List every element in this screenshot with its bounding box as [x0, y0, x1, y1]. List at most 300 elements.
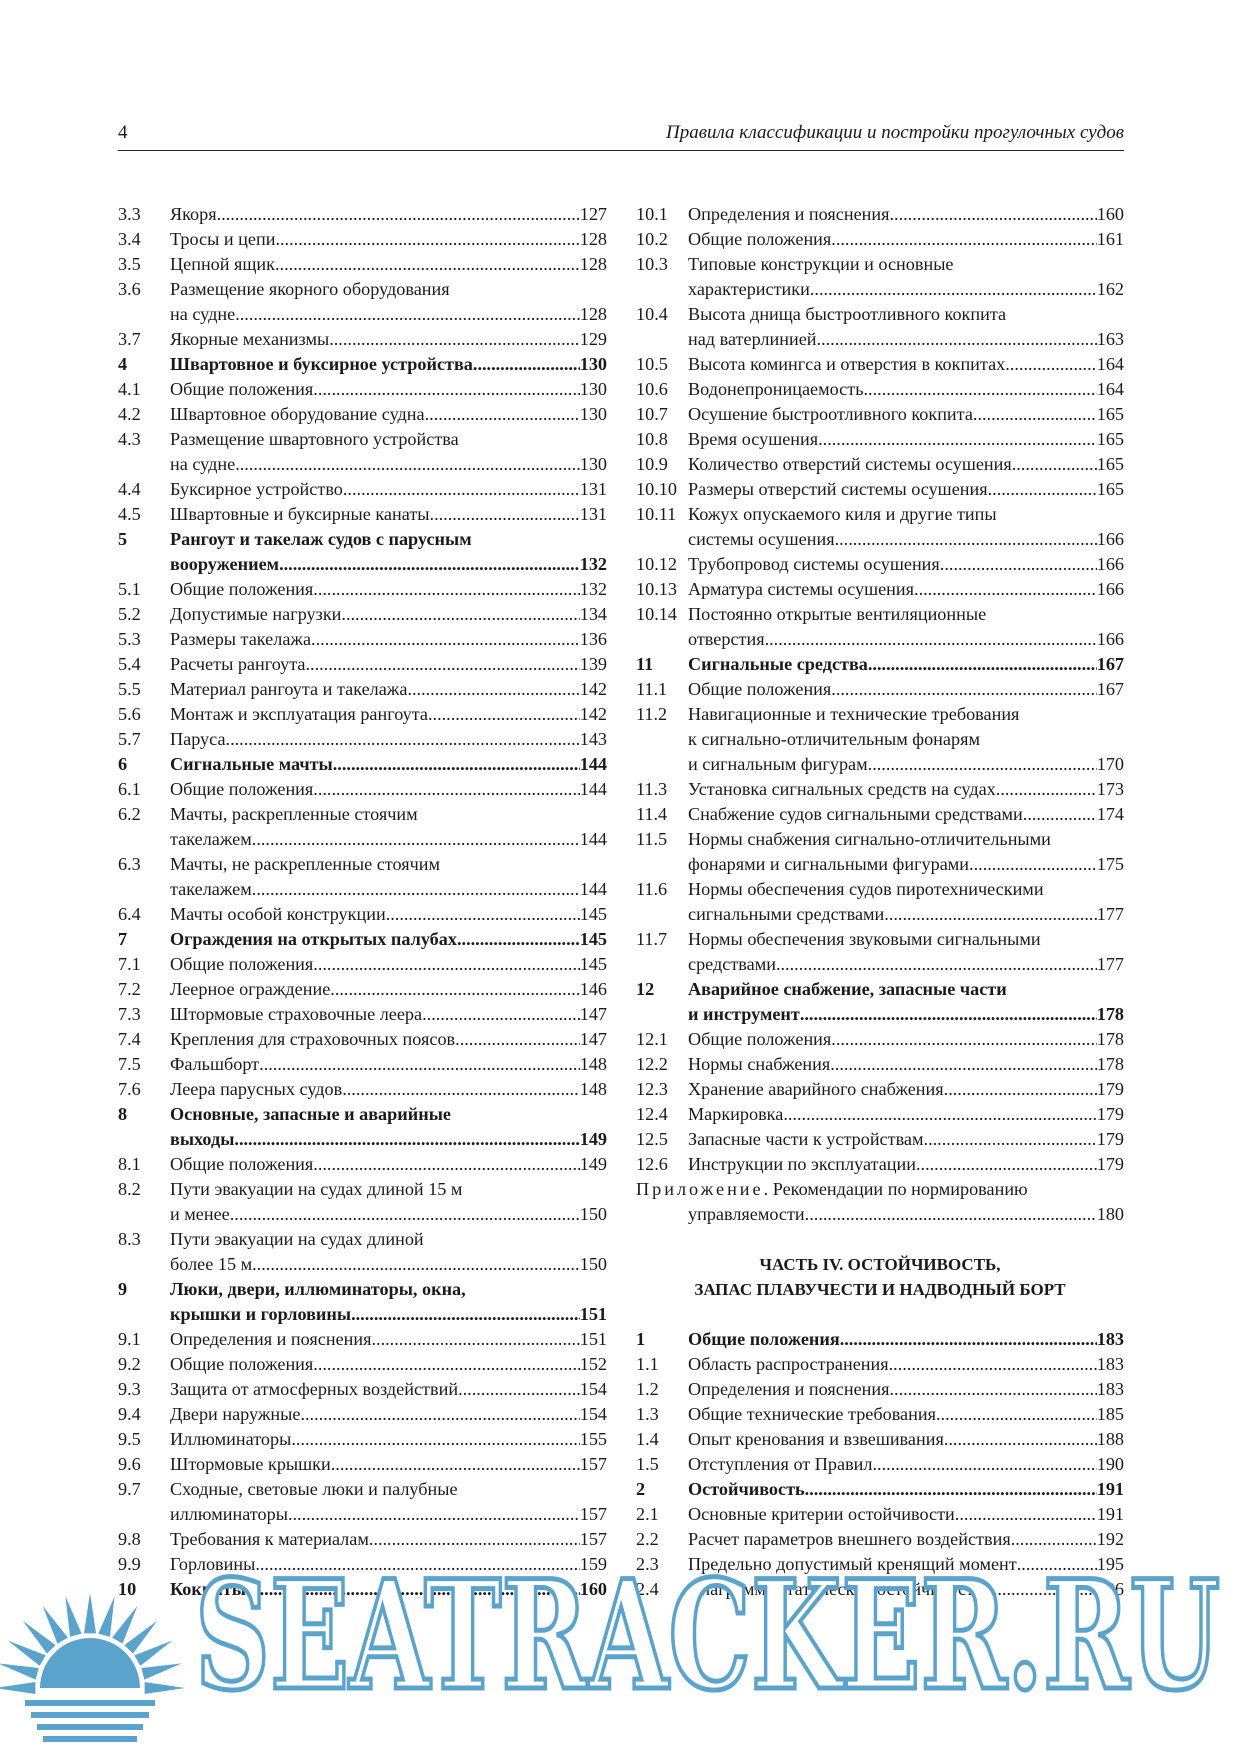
dot-leader: [868, 652, 1097, 677]
section-title: Размещение швартовного устройства: [170, 429, 459, 449]
dot-leader: [1012, 452, 1097, 477]
dot-leader: [407, 677, 579, 702]
page-header: [118, 118, 1124, 151]
wave-line: [25, 1700, 155, 1706]
section-title: крышки и горловины: [170, 1304, 352, 1324]
page-ref: 183: [1096, 1329, 1124, 1349]
dot-leader: [996, 777, 1097, 802]
dot-leader: [840, 1327, 1097, 1352]
toc-entry: [118, 1077, 607, 1102]
toc-entry-continuation: [118, 427, 607, 452]
section-number: 11.5: [636, 829, 668, 849]
section-title: Нормы снабжения сигнально-отличительными: [688, 829, 1051, 849]
page-ref: 190: [1096, 1454, 1124, 1474]
section-title: такелажем: [170, 879, 252, 899]
spacer: [636, 1227, 1124, 1252]
section-title: Якоря: [170, 204, 217, 224]
sun-ray: [141, 1663, 182, 1679]
watermark-text: SEATRACKER.RU: [195, 1560, 1220, 1724]
section-number: 12.2: [636, 1054, 668, 1074]
toc-entry: [636, 1002, 1124, 1027]
section-number: 9.4: [118, 1404, 141, 1424]
sun-ray: [112, 1606, 137, 1644]
dot-leader: [331, 1452, 580, 1477]
section-title: Требования к материалам: [170, 1529, 369, 1549]
toc-entry: [118, 627, 607, 652]
section-number: 10.7: [636, 404, 668, 424]
toc-entry: [118, 702, 607, 727]
section-number: 7.2: [118, 979, 141, 999]
toc-entry: [118, 1527, 607, 1552]
toc-entry: [636, 1427, 1124, 1452]
section-number: 11.1: [636, 679, 668, 699]
section-title: Маркировка: [688, 1104, 784, 1124]
page-ref: 179: [1096, 1154, 1124, 1174]
toc-entry: [118, 1027, 607, 1052]
dot-leader: [955, 1502, 1097, 1527]
section-number: 1.2: [636, 1379, 659, 1399]
dot-leader: [341, 602, 579, 627]
page-ref: 147: [579, 1029, 607, 1049]
page-ref: 192: [1096, 1529, 1124, 1549]
toc-entry-continuation: [118, 1102, 607, 1127]
section-number: 12.5: [636, 1129, 668, 1149]
toc-entry-continuation: [636, 502, 1124, 527]
toc-entry-continuation: [118, 1177, 607, 1202]
toc-entry: [636, 227, 1124, 252]
toc-entry: [118, 1052, 607, 1077]
toc-entry: [118, 352, 607, 377]
section-title: Высота днища быстроотливного кокпита: [688, 304, 1007, 324]
dot-leader: [226, 727, 580, 752]
section-title: Определения и пояснения: [688, 1379, 890, 1399]
section-number: 7: [118, 929, 128, 949]
dot-leader: [916, 1152, 1097, 1177]
dot-leader: [818, 427, 1097, 452]
page-ref: 164: [1096, 379, 1124, 399]
section-title: Горловины: [170, 1554, 256, 1574]
page-ref: 179: [1096, 1129, 1124, 1149]
section-number: 10: [118, 1579, 137, 1599]
toc-entry: [636, 952, 1124, 977]
section-title: Леерное ограждение: [170, 979, 331, 999]
section-title: Сходные, световые люки и палубные: [170, 1479, 458, 1499]
section-title: Общие положения: [688, 229, 832, 249]
dot-leader: [428, 702, 580, 727]
section-title: Ограждения на открытых палубах: [170, 929, 457, 949]
dot-leader: [430, 502, 580, 527]
dot-leader: [988, 477, 1097, 502]
section-title: Допустимые нагрузки: [170, 604, 342, 624]
section-title: Общие положения: [170, 1354, 314, 1374]
page-ref: 136: [579, 629, 607, 649]
dot-leader: [252, 877, 580, 902]
dot-leader: [473, 352, 580, 377]
page-ref: 149: [579, 1129, 607, 1149]
page-ref: 148: [579, 1079, 607, 1099]
dot-leader: [783, 1102, 1096, 1127]
dot-leader: [1023, 802, 1097, 827]
section-title: Запасные части к устройствам: [688, 1129, 924, 1149]
section-number: 3.7: [118, 329, 141, 349]
section-title: Опыт кренования и взвешивания: [688, 1429, 944, 1449]
section-title: Размеры такелажа: [170, 629, 312, 649]
toc-entry-continuation: [118, 1227, 607, 1252]
dot-leader: [329, 327, 580, 352]
section-title: Отступления от Правил: [688, 1454, 873, 1474]
spacer: [636, 1302, 1124, 1327]
section-title: Навигационные и технические требования: [688, 704, 1020, 724]
dot-leader: [868, 752, 1097, 777]
section-number: 12.4: [636, 1104, 668, 1124]
page-ref: 128: [579, 254, 607, 274]
page-ref: 144: [579, 829, 607, 849]
section-title: средствами: [688, 954, 776, 974]
page-ref: 195: [1096, 1554, 1124, 1574]
section-title: Снабжение судов сигнальными средствами: [688, 804, 1023, 824]
dot-leader: [234, 1127, 579, 1152]
page-ref: 154: [579, 1379, 607, 1399]
dot-leader: [300, 1402, 579, 1427]
section-title: Общие положения: [688, 1029, 832, 1049]
section-number: 1.4: [636, 1429, 659, 1449]
section-number: 2.3: [636, 1554, 659, 1574]
section-number: 11.6: [636, 879, 668, 899]
section-title: Паруса: [170, 729, 226, 749]
section-number: 10.10: [636, 479, 677, 499]
dot-leader: [835, 527, 1097, 552]
dot-leader: [940, 552, 1097, 577]
dot-leader: [313, 952, 579, 977]
section-title: Область распространения: [688, 1354, 889, 1374]
section-number: 11: [636, 654, 654, 674]
dot-leader: [936, 1402, 1097, 1427]
dot-leader: [313, 777, 579, 802]
section-number: 9: [118, 1279, 128, 1299]
section-title: Пути эвакуации на судах длиной: [170, 1229, 424, 1249]
page-ref: 177: [1096, 954, 1124, 974]
toc-entry: [636, 1402, 1124, 1427]
section-title: Кокпиты: [170, 1579, 246, 1599]
toc-entry: [118, 377, 607, 402]
section-title: Двери наружные: [170, 1404, 301, 1424]
toc-entry: [118, 577, 607, 602]
section-title: Общие положения: [170, 779, 314, 799]
toc-entry: [636, 377, 1124, 402]
section-title: более 15 м: [170, 1254, 253, 1274]
section-number: 5.2: [118, 604, 141, 624]
section-title: Кожух опускаемого киля и другие типы: [688, 504, 997, 524]
dot-leader: [252, 827, 580, 852]
section-title: Количество отверстий системы осушения: [688, 454, 1012, 474]
section-title: Якорные механизмы: [170, 329, 330, 349]
toc-entry: [636, 1352, 1124, 1377]
toc-entry: [636, 1477, 1124, 1502]
section-title: Водонепроницаемость: [688, 379, 864, 399]
toc-entry: [636, 652, 1124, 677]
toc-entry: [636, 1052, 1124, 1077]
dot-leader: [305, 652, 579, 677]
page-ref: 144: [579, 754, 607, 774]
page-ref: 159: [579, 1554, 607, 1574]
page-ref: 160: [1096, 204, 1124, 224]
toc-entry-continuation: [636, 727, 1124, 752]
section-title: Определения и пояснения: [170, 1329, 372, 1349]
page-ref: 178: [1096, 1004, 1124, 1024]
section-title: Осушение быстроотливного кокпита: [688, 404, 973, 424]
section-number: 6.2: [118, 804, 141, 824]
toc-entry: [118, 502, 607, 527]
sun-ray: [0, 1663, 39, 1679]
toc-entry: [118, 1252, 607, 1277]
section-number: 11.7: [636, 929, 668, 949]
toc-entry: [118, 1502, 607, 1527]
dot-leader: [810, 277, 1097, 302]
page-ref: 144: [579, 879, 607, 899]
page-ref: 178: [1096, 1054, 1124, 1074]
toc-entry: [118, 552, 607, 577]
toc-entry-continuation: [118, 527, 607, 552]
page-ref: 180: [1096, 1204, 1124, 1224]
dot-leader: [313, 577, 579, 602]
section-title: характеристики: [688, 279, 810, 299]
dot-leader: [275, 227, 579, 252]
page-ref: 183: [1096, 1379, 1124, 1399]
dot-leader: [830, 1052, 1096, 1077]
dot-leader: [259, 1052, 580, 1077]
toc-entry: [636, 552, 1124, 577]
page-ref: 191: [1096, 1504, 1124, 1524]
dot-leader: [831, 1027, 1096, 1052]
section-number: 12: [636, 979, 655, 999]
toc-entry: [118, 227, 607, 252]
dot-leader: [275, 252, 580, 277]
toc-entry: [636, 1202, 1124, 1227]
section-title: Диаграмма статической остойчивости: [688, 1579, 984, 1599]
section-number: 4.5: [118, 504, 141, 524]
page-ref: 167: [1096, 654, 1124, 674]
toc-entry: [118, 302, 607, 327]
page-ref: 147: [579, 1004, 607, 1024]
page-ref: 130: [579, 454, 607, 474]
toc-entry: [636, 477, 1124, 502]
section-title: Время осушения: [688, 429, 819, 449]
section-number: 9.7: [118, 1479, 141, 1499]
section-number: 11.4: [636, 804, 668, 824]
dot-leader: [884, 902, 1096, 927]
section-title: Нормы обеспечения звуковыми сигнальными: [688, 929, 1041, 949]
section-number: 11.3: [636, 779, 668, 799]
dot-leader: [235, 452, 580, 477]
toc-entry: [636, 627, 1124, 652]
section-number: 7.1: [118, 954, 141, 974]
toc-entry: [118, 1327, 607, 1352]
section-title: иллюминаторы: [170, 1504, 288, 1524]
section-title: на судне: [170, 454, 236, 474]
section-number: 7.4: [118, 1029, 141, 1049]
dot-leader: [889, 202, 1096, 227]
toc-entry-continuation: [118, 852, 607, 877]
toc-entry: [118, 1127, 607, 1152]
dot-leader: [805, 1202, 1097, 1227]
toc-entry: [118, 927, 607, 952]
section-title: Крепления для страховочных поясов: [170, 1029, 456, 1049]
page-ref: 165: [1096, 429, 1124, 449]
section-number: 7.6: [118, 1079, 141, 1099]
toc-entry: [636, 352, 1124, 377]
toc-entry-continuation: [118, 802, 607, 827]
section-title: Остойчивость: [688, 1479, 805, 1499]
toc-appendix: [636, 1177, 1124, 1202]
section-title: Общие положения: [170, 579, 314, 599]
page-ref: 130: [579, 404, 607, 424]
dot-leader: [313, 377, 579, 402]
section-title: Мачты особой конструкции: [170, 904, 386, 924]
dot-leader: [291, 1427, 579, 1452]
section-number: 10.13: [636, 579, 677, 599]
page-ref: 130: [579, 354, 607, 374]
section-title: системы осушения: [688, 529, 835, 549]
section-number: 5.1: [118, 579, 141, 599]
section-number: 9.3: [118, 1379, 141, 1399]
toc-entry: [118, 1427, 607, 1452]
section-title: Предельно допустимый кренящий момент: [688, 1554, 1017, 1574]
section-title: Штормовые страховочные леера: [170, 1004, 423, 1024]
dot-leader: [351, 1302, 580, 1327]
section-number: 10.2: [636, 229, 668, 249]
page-ref: 166: [1096, 579, 1124, 599]
section-number: 10.5: [636, 354, 668, 374]
page-ref: 167: [1096, 679, 1124, 699]
toc-entry-continuation: [636, 302, 1124, 327]
section-title: вооружением: [170, 554, 280, 574]
toc-entry: [636, 1502, 1124, 1527]
appendix-label: Приложение: [636, 1179, 764, 1199]
dot-leader: [1005, 352, 1096, 377]
toc-entry: [118, 1452, 607, 1477]
section-number: 12.1: [636, 1029, 668, 1049]
page-ref: 131: [579, 479, 607, 499]
toc-entry: [636, 1127, 1124, 1152]
dot-leader: [313, 1352, 579, 1377]
toc-entry: [636, 1152, 1124, 1177]
sun-icon: [0, 1593, 185, 1742]
page-ref: 177: [1096, 904, 1124, 924]
toc-entry: [636, 427, 1124, 452]
section-number: 8.2: [118, 1179, 141, 1199]
section-number: 3.5: [118, 254, 141, 274]
dot-leader: [235, 302, 580, 327]
page-ref: 188: [1096, 1429, 1124, 1449]
page-ref: 179: [1096, 1104, 1124, 1124]
section-title: Установка сигнальных средств на судах: [688, 779, 996, 799]
dot-leader: [330, 977, 579, 1002]
section-number: 1.5: [636, 1454, 659, 1474]
section-number: 5.4: [118, 654, 141, 674]
section-number: 10.8: [636, 429, 668, 449]
section-number: 11.2: [636, 704, 668, 724]
section-title: Общие положения: [688, 1329, 840, 1349]
section-number: 2.2: [636, 1529, 659, 1549]
page-ref: 178: [1096, 1029, 1124, 1049]
section-title: и инструмент: [688, 1004, 800, 1024]
dot-leader: [386, 902, 580, 927]
page-ref: 165: [1096, 454, 1124, 474]
section-number: 10.4: [636, 304, 668, 324]
section-number: 10.11: [636, 504, 677, 524]
page-ref: 149: [579, 1154, 607, 1174]
page-ref: 152: [579, 1354, 607, 1374]
dot-leader: [973, 402, 1097, 427]
section-title: Нормы снабжения: [688, 1054, 831, 1074]
page-ref: 131: [579, 504, 607, 524]
toc-column-left: [118, 202, 607, 1602]
section-title: отверстия: [688, 629, 765, 649]
section-number: 10.6: [636, 379, 668, 399]
toc-entry-continuation: [636, 827, 1124, 852]
section-title: Цепной ящик: [170, 254, 275, 274]
toc-entry-continuation: [636, 252, 1124, 277]
sun-ray: [145, 1682, 185, 1694]
page-ref: 166: [1096, 629, 1124, 649]
section-title: Защита от атмосферных воздействий: [170, 1379, 459, 1399]
page-ref: 170: [1096, 754, 1124, 774]
page-ref: 145: [579, 954, 607, 974]
toc-entry: [636, 402, 1124, 427]
section-title: выходы: [170, 1129, 235, 1149]
running-title: Правила классификации и постройки прогулочных судов: [665, 122, 1124, 143]
section-number: 6.4: [118, 904, 141, 924]
section-title: фонарями и сигнальными фигурами: [688, 854, 970, 874]
section-number: 3.6: [118, 279, 141, 299]
toc-entry: [636, 1077, 1124, 1102]
page-number: 4: [118, 122, 128, 143]
section-number: 6.1: [118, 779, 141, 799]
page-ref: 150: [579, 1254, 607, 1274]
toc-entry: [636, 1027, 1124, 1052]
toc-entry: [636, 327, 1124, 352]
section-title: над ватерлинией: [688, 329, 817, 349]
section-title: Фальшборт: [170, 1054, 260, 1074]
section-number: 10.3: [636, 254, 668, 274]
dot-leader: [805, 1477, 1097, 1502]
toc-entry: [118, 1352, 607, 1377]
section-title: Общие технические требования: [688, 1404, 936, 1424]
sun-ray: [134, 1641, 172, 1666]
page-ref: 191: [1096, 1479, 1124, 1499]
toc-entry: [636, 527, 1124, 552]
section-title: Буксирное устройство: [170, 479, 343, 499]
section-title: Штормовые крышки: [170, 1454, 331, 1474]
dot-leader: [455, 1027, 580, 1052]
page-ref: 148: [579, 1054, 607, 1074]
toc-entry: [118, 902, 607, 927]
section-title: Швартовное оборудование судна: [170, 404, 425, 424]
dot-leader: [831, 677, 1096, 702]
page-ref: 155: [579, 1429, 607, 1449]
sun-ray: [43, 1606, 68, 1644]
dot-leader: [252, 1252, 580, 1277]
toc-entry: [118, 952, 607, 977]
toc-entry: [118, 452, 607, 477]
toc-entry: [118, 1002, 607, 1027]
dot-leader: [776, 952, 1097, 977]
page-ref: 163: [1096, 329, 1124, 349]
toc-entry: [636, 852, 1124, 877]
dot-leader: [313, 1152, 579, 1177]
page-ref: 130: [579, 379, 607, 399]
section-title: Основные, запасные и аварийные: [170, 1104, 451, 1124]
